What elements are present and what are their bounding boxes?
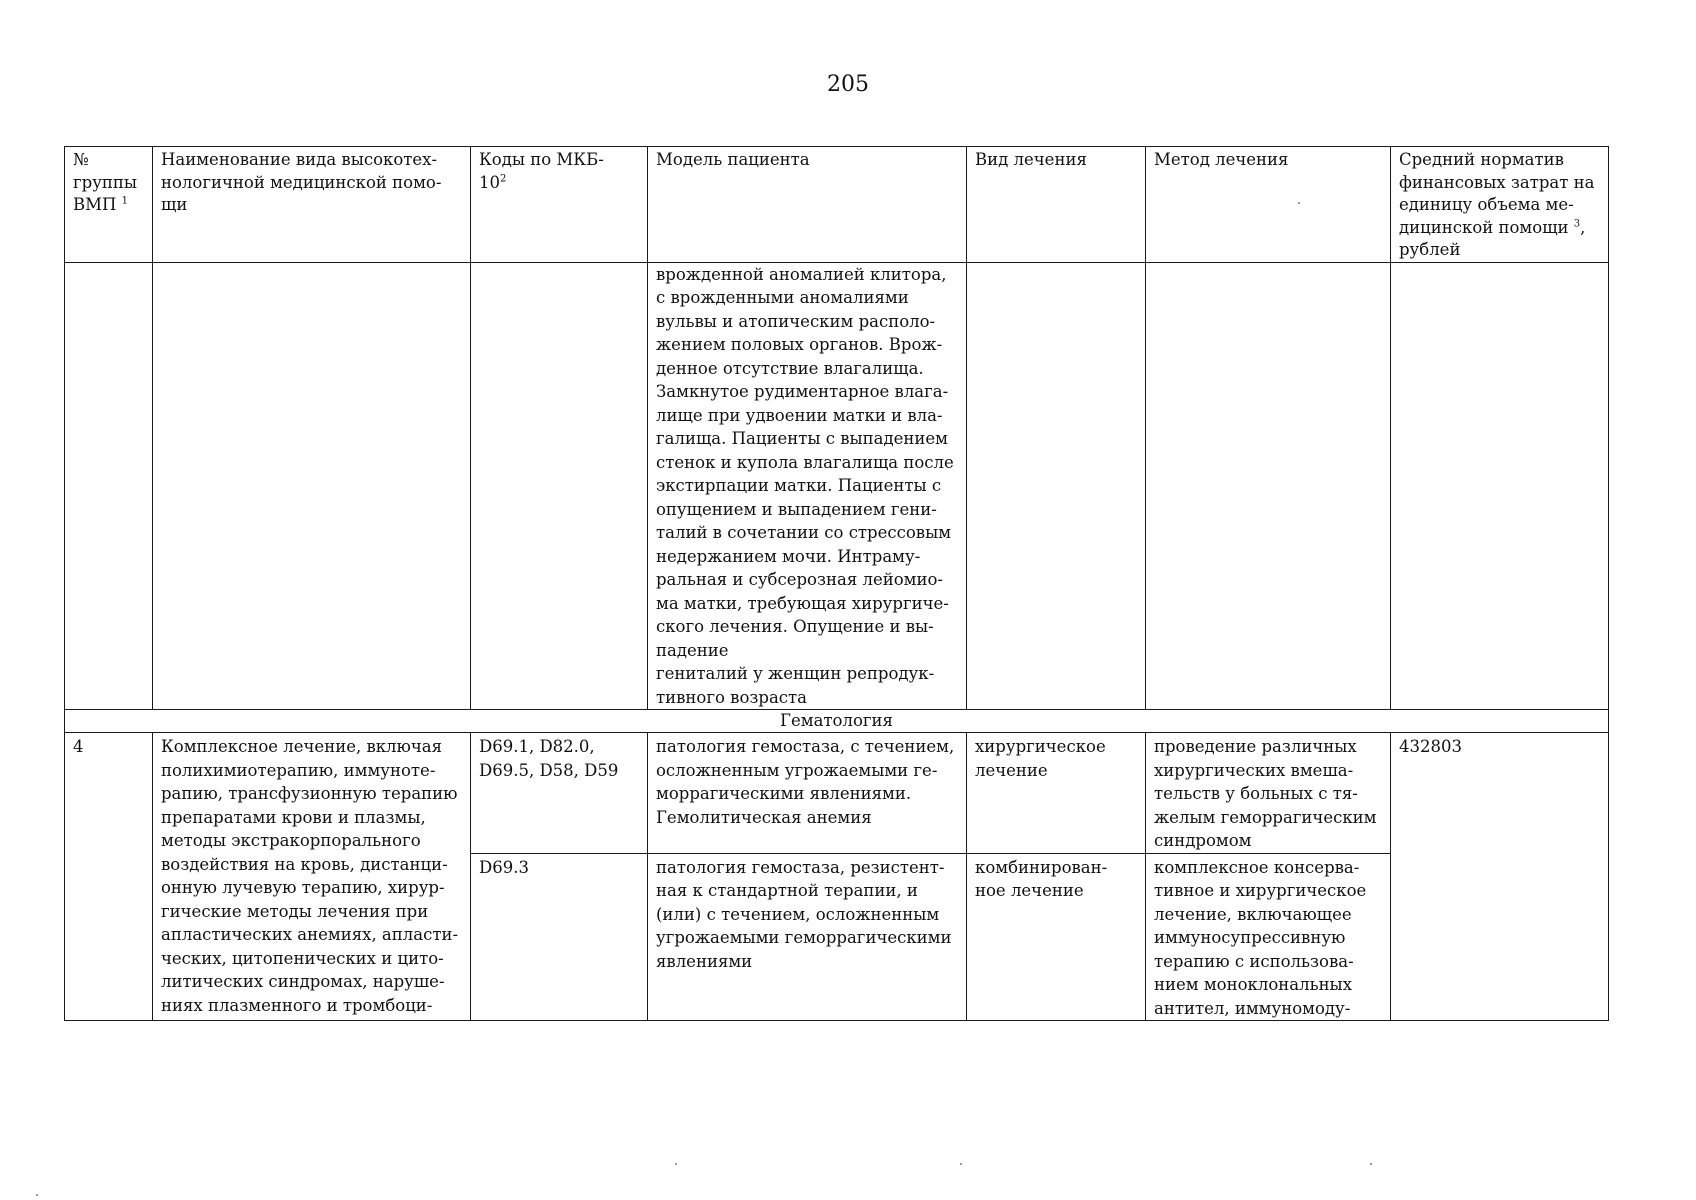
table-row — [65, 733, 1609, 854]
scan-speck — [1298, 202, 1300, 204]
section-header-row — [65, 710, 1609, 733]
cell-empty — [471, 262, 648, 710]
cell-patient-model: врожденной аномалией клитора, с врожденными аномалиями вульвы и атопическим располо- жением половых органов. Врож- денное отсутствие влагалища. Замкнутое рудиментарное влага- лище при удвоении матки и вла- галища. Пациенты с выпадением стенок и купола влагалища после экстирпации матки. Пациенты с опущением и выпадением гени- талий в сочетании со стрессовым недержанием мочи. Интраму- ральная и субсерозная лейомио- ма матки, требующая хирургиче- ского лечения. Опущение и вы- падение гениталий у женщин репродук- тивного возраста — [648, 262, 967, 710]
scan-speck — [675, 1163, 677, 1165]
cell-empty — [1146, 262, 1391, 710]
cell-treatment-method: комплексное консерва- тивное и хирургическое лечение, включающее иммуносупрессивную терапию с использова- нием моноклональных антител, иммуномоду- — [1146, 853, 1391, 1021]
cell-treatment-method: проведение различных хирургических вмеша- тельств у больных с тя- желым геморрагическим синдромом — [1146, 733, 1391, 854]
cell-average-cost: 432803 — [1391, 733, 1609, 1021]
cell-care-type-name: Комплексное лечение, включая полихимиотерапию, иммуноте- рапию, трансфузионную терапию препаратами крови и плазмы, методы экстракорпорального воздействия на кровь, дистанци- онную лучевую терапию, хирур- гические методы лечения при апластических анемиях, апласти- ческих, цитопенических и цито- литических синдромах, наруше- ниях плазменного и тромбоци- — [153, 733, 471, 1021]
section-title: Гематология — [65, 710, 1609, 733]
header-group-number: № группы ВМП $^1$ — [65, 147, 153, 263]
header-icd-codes: Коды по МКБ- $10^2$ — [471, 147, 648, 263]
cell-treatment-type: комбинирован- ное лечение — [967, 853, 1146, 1021]
cell-empty — [65, 262, 153, 710]
cell-group-number: 4 — [65, 733, 153, 1021]
scan-speck — [36, 1194, 38, 1196]
cell-patient-model: патология гемостаза, резистент- ная к стандартной терапии, и (или) с течением, осложненным угрожаемыми геморрагическими явлениями — [648, 853, 967, 1021]
page-number: 205 — [827, 72, 869, 97]
cell-empty — [153, 262, 471, 710]
cell-icd-codes: D69.1, D82.0, D69.5, D58, D59 — [471, 733, 648, 854]
header-average-cost: Средний норматив финансовых затрат на единицу объема ме- дицинской помощи $^3$, рублей — [1391, 147, 1609, 263]
header-treatment-method: Метод лечения — [1146, 147, 1391, 263]
header-patient-model: Модель пациента — [648, 147, 967, 263]
cell-empty — [967, 262, 1146, 710]
cell-empty — [1391, 262, 1609, 710]
cell-icd-codes: D69.3 — [471, 853, 648, 1021]
scan-speck — [1370, 1163, 1372, 1165]
header-care-type-name: Наименование вида высокотех- нологичной медицинской помо- щи — [153, 147, 471, 263]
vmp-table — [64, 146, 1609, 1021]
table-row-continuation — [65, 262, 1609, 710]
scan-speck — [960, 1163, 962, 1165]
cell-treatment-type: хирургическое лечение — [967, 733, 1146, 854]
header-treatment-type: Вид лечения — [967, 147, 1146, 263]
table-header-row — [65, 147, 1609, 263]
cell-patient-model: патология гемостаза, с течением, осложненным угрожаемыми ге- моррагическими явлениями. Гемолитическая анемия — [648, 733, 967, 854]
